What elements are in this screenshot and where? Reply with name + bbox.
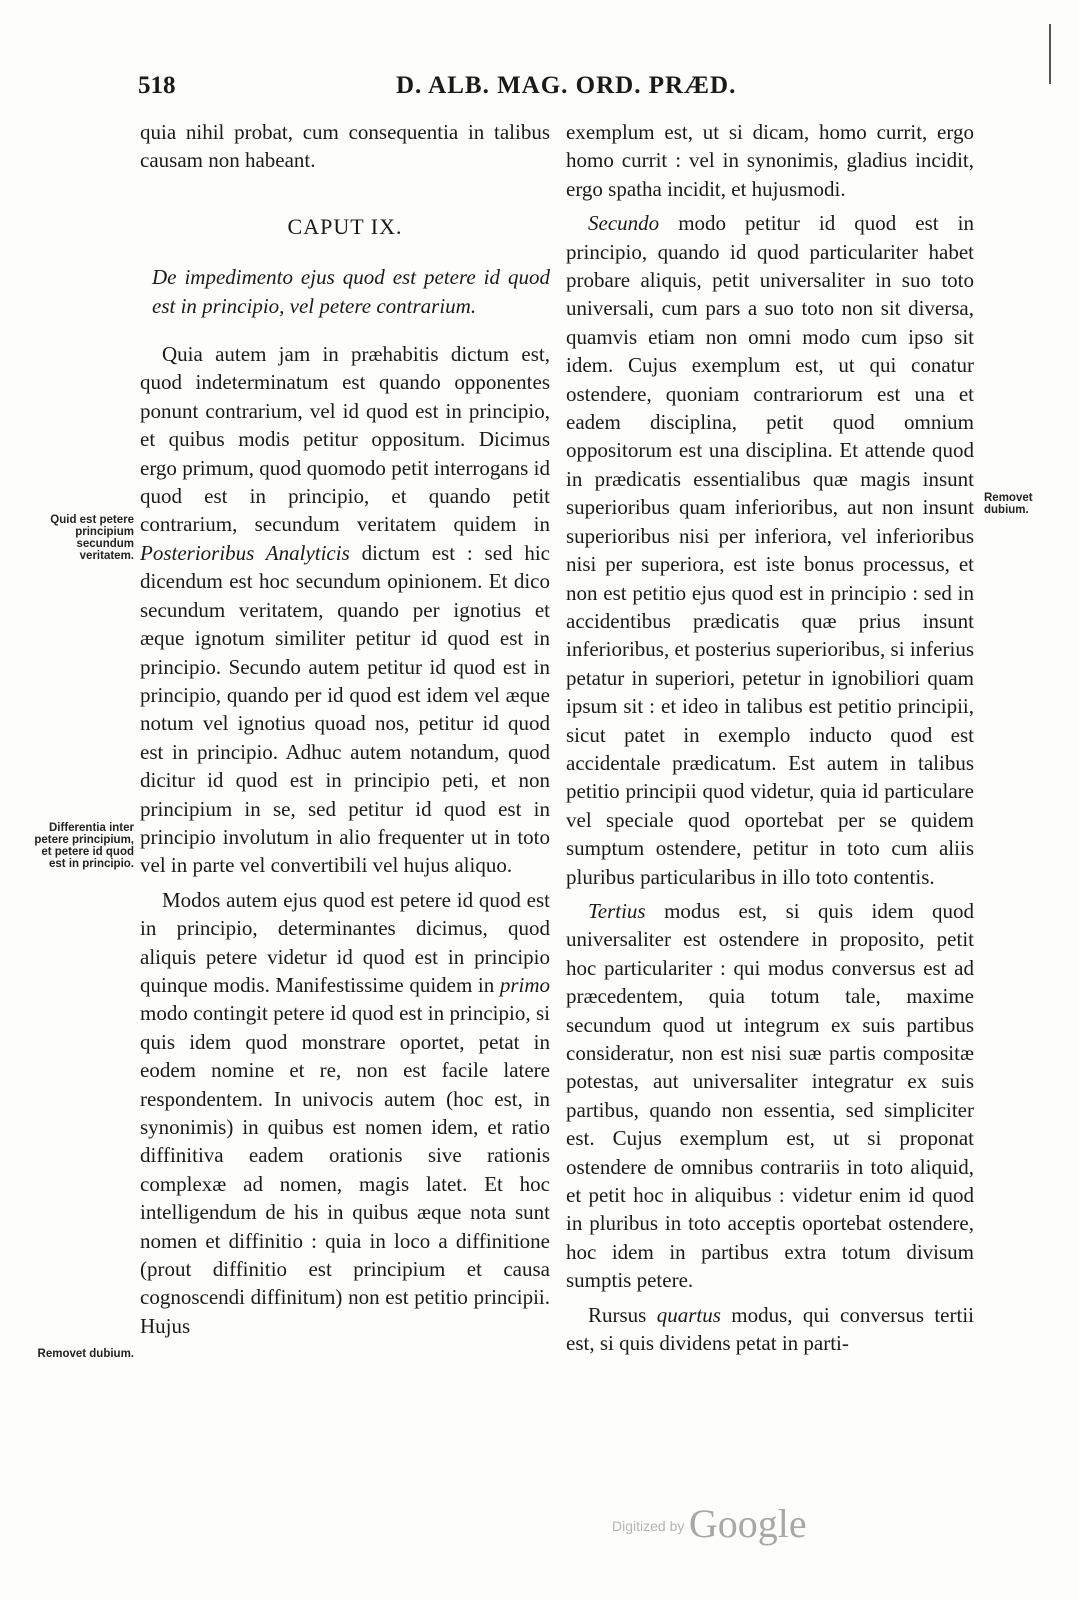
margin-note: Removet dubium.: [37, 1348, 134, 1360]
margin-note: Differentia inter petere principium, et petere id quod est in principio.: [34, 822, 134, 870]
chapter-subtitle: De impedimento ejus quod est petere id quod est in principio, vel petere contrarium.: [152, 265, 550, 318]
paragraph-2: Modos autem ejus quod est petere id quod est in principio, determinantes dicimus, quod aliquis petere videtur id quod est in principio quinque modis. Manifestissime quidem in primo modo contingit petere id quod est in principio, si quis idem quod monstrare oportet, petat in eodem nomine et re, non est facile latere respondentem. In univocis autem (hoc est, in synonimis) in quibus est nomen idem, et ratio diffinitiva eadem orationis sive rationis complexæ ad nomen, magis latet. Et hoc intelligendum de his in quibus æque nota sunt nomen et diffinitio : quia in loco a diffinitione (prout diffinitio est principium et causa cognoscendi diffinitum) non est petitio principii. Hujus: [140, 887, 550, 1338]
paragraph-quartus: Rursus quartus modus, qui conversus tertii est, si quis dividens petat in parti-: [566, 1302, 974, 1356]
right-column: [566, 118, 974, 1357]
paragraph-secundo: Secundo modo petitur id quod est in principio, quando id quod particulariter habet probare aliquis, petit universaliter in suo toto universali, cum pars a suo toto non sit diversa, quamvis etiam non omni modo cum ipso sit idem. Cujus exemplum est, ut qui conatur ostendere, quoniam contrariorum est una et eadem disciplina, petit quod omnium oppositorum est una disciplina. Et attende quod in prædicatis essentialibus quæ magis insunt superioribus quam inferioribus, aut non insunt superioribus nisi per inferiora, vel inferioribus nisi per superiora, est iste bonus processus, et non est petitio ejus quod est in principio : sed in accidentibus prædicatis quæ prius insunt inferioribus, et posterius superioribus, si inferius petatur in superiori, petetur in ignobiliori quam ipsum sit : et ideo in talibus est petitio principii, sicut patet in exemplo inducto quod est accidentale prædicatum. Est autem in talibus petitio principii quod videtur, quia id particulare vel speciale quod oportebat per se quidem sumptum ostendere, petitur in toto cum aliis pluribus particularibus in illo toto contentis.: [566, 211, 974, 889]
running-head: D. ALB. MAG. ORD. PRÆD.: [396, 72, 737, 99]
digitized-watermark: [612, 1500, 807, 1547]
margin-note: Removet dubium.: [984, 492, 1033, 516]
continued-paragraph: exemplum est, ut si dicam, homo currit, ergo homo currit : vel in synonimis, gladius incidit, ergo spatha incidit, et hujusmodi.: [566, 120, 974, 201]
paragraph-1: Quia autem jam in præhabitis dictum est, quod indeterminatum est quando opponentes ponunt contrarium, vel id quod est in principio, et quibus modis petitur oppositum. Dicimus ergo primum, quod quomodo petit interrogans id quod est in principio, et quando petit contrarium, secundum veritatem quidem in Posterioribus Analyticis dictum est : sed hic dicendum est hoc secundum opinionem. Et dico secundum veritatem, quando per ignotius et æque ignotum similiter petitur id quod est in principio. Secundo autem petitur id quod est in principio, quando per id quod est idem vel æque notum vel ignotius quoad nos, petitur id quod est in principio. Adhuc autem notandum, quod dicitur id quod est in principio peti, et non principium in se, sed petitur id quod est in principio involutum in alio frequenter ut in toto vel in parte vel convertibili vel hujus aliquo.: [140, 342, 550, 878]
chapter-title: CAPUT IX.: [287, 213, 403, 239]
margin-note: Quid est petere principium secundum veritatem.: [50, 514, 134, 562]
digitized-label: Digitized by: [612, 1518, 685, 1534]
left-column: [140, 118, 550, 1340]
page-number: 518: [138, 72, 176, 99]
intro-paragraph: quia nihil probat, cum consequentia in talibus causam non habeant.: [140, 120, 550, 173]
page-header: [138, 72, 976, 106]
paragraph-tertius: Tertius modus est, si quis idem quod universaliter est ostendere in proposito, petit hoc particulariter : qui modus conversus est ad præcedentem, quia totum tale, maxime secundum quod ut integrum ex suis partibus consideratur, non est nisi suæ partis compositæ potestas, aut universaliter integratur ex suis partibus, quando non essentia, sed simpliciter est. Cujus exemplum est, ut si proponat ostendere de omnibus contrariis in toto aliquid, et petit hoc in aliquibus : videtur enim id quod in pluribus in toto acceptis oportebat ostendere, hoc idem in partibus extra totum divisum sumptis petere.: [566, 898, 974, 1293]
google-logo: Google: [688, 1501, 807, 1546]
page-edge-mark: [1049, 24, 1051, 84]
